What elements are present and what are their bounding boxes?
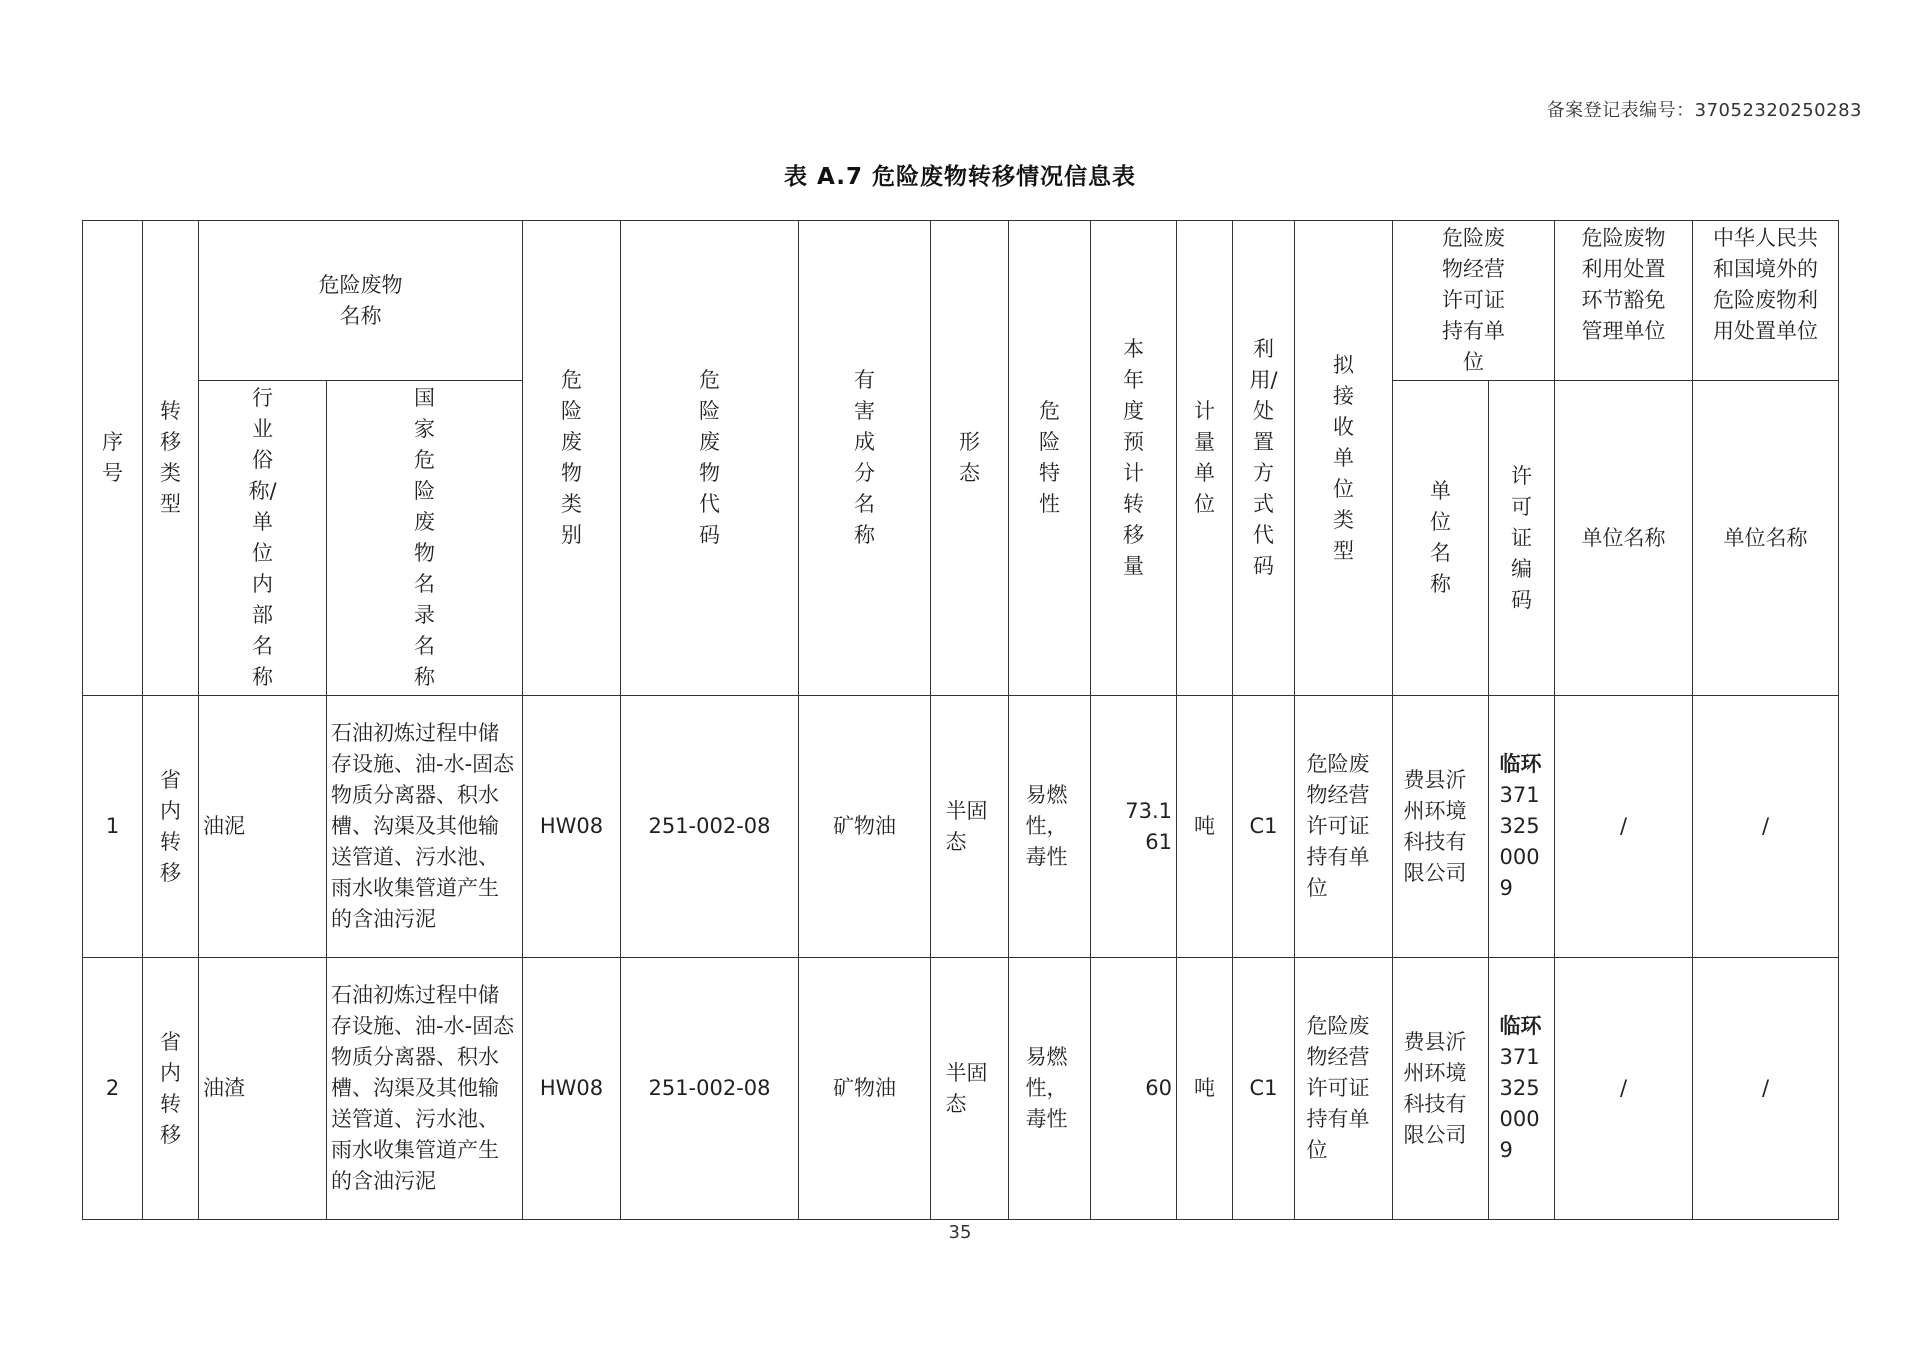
record-value: 37052320250283 — [1694, 100, 1862, 121]
cell-form: 半固态 — [931, 958, 1009, 1220]
col-harmful: 有害成分名称 — [799, 221, 931, 696]
cell-transfer-type: 省内转移 — [143, 958, 199, 1220]
cell-form: 半固态 — [931, 696, 1009, 958]
page-title: 表 A.7 危险废物转移情况信息表 — [784, 164, 1136, 190]
col-license-code: 许可证编码 — [1489, 381, 1555, 696]
col-hazard: 危险特性 — [1009, 221, 1091, 696]
cell-hazard: 易燃性，毒性 — [1009, 696, 1091, 958]
cell-transfer-type: 省内转移 — [143, 696, 199, 958]
cell-unit: 吨 — [1177, 958, 1233, 1220]
header-row-1 — [83, 221, 1839, 381]
hazardous-waste-transfer-table — [82, 220, 1839, 1220]
col-amount: 本年度预计转移量 — [1091, 221, 1177, 696]
cell-national-name: 石油初炼过程中储存设施、油-水-固态物质分离器、积水槽、沟渠及其他输送管道、污水池、雨水收集管道产生的含油污泥 — [327, 958, 523, 1220]
cell-code: 251-002-08 — [621, 696, 799, 958]
license-number: 3713250009 — [1499, 783, 1540, 900]
cell-receiver-type: 危险废物经营许可证持有单位 — [1295, 958, 1393, 1220]
cell-harmful: 矿物油 — [799, 958, 931, 1220]
col-industry-name: 行业俗称/单位内部名称 — [199, 381, 327, 696]
col-exempt-group: 危险废物利用处置环节豁免管理单位 — [1555, 221, 1693, 381]
cell-exempt-unit: / — [1555, 958, 1693, 1220]
cell-license-code — [1489, 958, 1555, 1220]
cell-unit-name: 费县沂州环境科技有限公司 — [1393, 696, 1489, 958]
record-label: 备案登记表编号： — [1546, 100, 1695, 121]
col-unit-name: 单位名称 — [1393, 381, 1489, 696]
cell-code: 251-002-08 — [621, 958, 799, 1220]
col-code: 危险废物代码 — [621, 221, 799, 696]
col-transfer-type: 转移类型 — [143, 221, 199, 696]
record-number — [1547, 96, 1862, 122]
license-number: 3713250009 — [1499, 1045, 1540, 1162]
license-prefix: 临环 — [1499, 752, 1542, 776]
table-row — [83, 958, 1839, 1220]
cell-amount: 73.161 — [1091, 696, 1177, 958]
cell-category: HW08 — [523, 958, 621, 1220]
cell-industry-name: 油泥 — [199, 696, 327, 958]
cell-unit-name: 费县沂州环境科技有限公司 — [1393, 958, 1489, 1220]
cell-national-name: 石油初炼过程中储存设施、油-水-固态物质分离器、积水槽、沟渠及其他输送管道、污水池、雨水收集管道产生的含油污泥 — [327, 696, 523, 958]
col-foreign-unit-name: 单位名称 — [1693, 381, 1839, 696]
cell-industry-name: 油渣 — [199, 958, 327, 1220]
cell-foreign-unit: / — [1693, 696, 1839, 958]
col-seq: 序号 — [83, 221, 143, 696]
cell-harmful: 矿物油 — [799, 696, 931, 958]
page-number: 35 — [948, 1222, 972, 1243]
col-waste-name-group: 危险废物名称 — [199, 221, 523, 381]
cell-receiver-type: 危险废物经营许可证持有单位 — [1295, 696, 1393, 958]
col-method-code: 利用/处置方式代码 — [1233, 221, 1295, 696]
cell-unit: 吨 — [1177, 696, 1233, 958]
col-foreign-group: 中华人民共和国境外的危险废物利用处置单位 — [1693, 221, 1839, 381]
col-exempt-unit-name: 单位名称 — [1555, 381, 1693, 696]
cell-foreign-unit: / — [1693, 958, 1839, 1220]
col-unit: 计量单位 — [1177, 221, 1233, 696]
cell-category: HW08 — [523, 696, 621, 958]
col-license-holder-group: 危险废物经营许可证持有单位 — [1393, 221, 1555, 381]
cell-method-code: C1 — [1233, 696, 1295, 958]
table-row — [83, 696, 1839, 958]
col-category: 危险废物类别 — [523, 221, 621, 696]
col-receiver-type: 拟接收单位类型 — [1295, 221, 1393, 696]
cell-amount: 60 — [1091, 958, 1177, 1220]
cell-method-code: C1 — [1233, 958, 1295, 1220]
cell-license-code — [1489, 696, 1555, 958]
cell-seq: 2 — [83, 958, 143, 1220]
col-form: 形态 — [931, 221, 1009, 696]
cell-exempt-unit: / — [1555, 696, 1693, 958]
license-prefix: 临环 — [1499, 1014, 1542, 1038]
col-national-name: 国家危险废物名录名称 — [327, 381, 523, 696]
cell-seq: 1 — [83, 696, 143, 958]
cell-hazard: 易燃性，毒性 — [1009, 958, 1091, 1220]
